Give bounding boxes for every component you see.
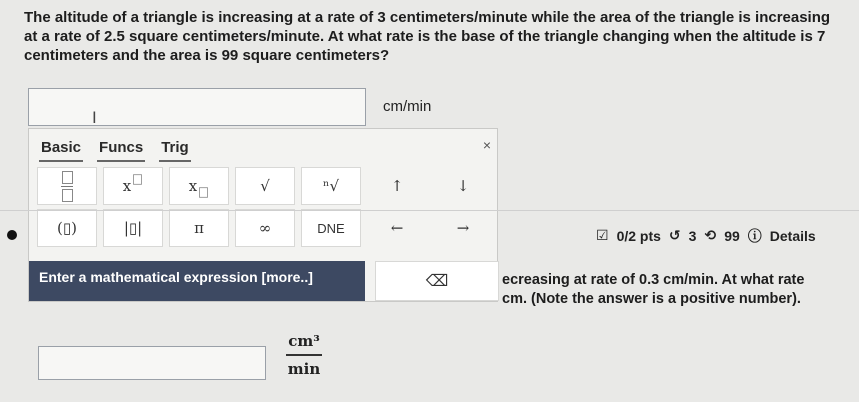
close-icon[interactable]: × <box>482 137 491 153</box>
power-key[interactable]: x <box>103 167 163 205</box>
checkbox-icon: ☑ <box>596 228 609 244</box>
points-text: 0/2 pts <box>616 228 661 244</box>
tab-basic[interactable]: Basic <box>39 137 83 162</box>
sqrt-key[interactable]: √ <box>235 167 295 205</box>
fraction-key[interactable] <box>37 167 97 205</box>
nth-root-key[interactable]: ⁿ√ <box>301 167 361 205</box>
unit-denominator: min <box>287 360 321 378</box>
dne-key[interactable]: DNE <box>301 209 361 247</box>
answer-unit: cm/min <box>383 98 432 115</box>
radio-indicator <box>7 230 17 240</box>
right-arrow-key[interactable]: → <box>456 219 470 237</box>
text-cursor-icon: I <box>92 108 97 127</box>
answer-input[interactable] <box>28 88 366 126</box>
second-question-text: ecreasing at rate of 0.3 cm/min. At what rate cm. (Note the answer is a positive number). <box>502 272 805 307</box>
infinity-key[interactable]: ∞ <box>235 209 295 247</box>
attempts-text: 3 <box>688 228 697 244</box>
up-arrow-key[interactable]: ↑ <box>390 177 404 195</box>
tries-text: 99 <box>724 228 740 244</box>
info-icon[interactable]: ⓘ <box>747 229 762 245</box>
palette-tabs <box>39 137 191 162</box>
parentheses-key[interactable]: (▯) <box>37 209 97 247</box>
tab-trig[interactable]: Trig <box>159 137 191 162</box>
pi-key[interactable]: π <box>169 209 229 247</box>
second-answer-unit <box>286 332 322 378</box>
status-bar <box>596 226 816 246</box>
refresh-icon: ⟲ <box>704 228 717 244</box>
expression-help-bar[interactable]: Enter a mathematical expression [more..] <box>29 261 365 301</box>
details-link[interactable]: Details <box>769 228 816 244</box>
absolute-value-key[interactable]: |▯| <box>103 209 163 247</box>
divider <box>0 210 859 211</box>
tab-funcs[interactable]: Funcs <box>97 137 145 162</box>
question-text: The altitude of a triangle is increasing at a rate of 3 centimeters/minute while the area of the triangle is increasing at a rate of 2.5 square centimeters/minute. At what rate is the base of the triangle changing when the altitude is 7 centimeters and the area is 99 square centimeters? <box>24 9 831 64</box>
second-answer-input[interactable] <box>38 346 266 380</box>
left-arrow-key[interactable]: ← <box>390 219 404 237</box>
unit-numerator: cm³ <box>288 332 320 350</box>
palette-keys <box>37 167 493 251</box>
subscript-key[interactable]: x <box>169 167 229 205</box>
retry-icon: ↺ <box>668 228 681 244</box>
backspace-key[interactable]: ⌫ <box>375 261 499 301</box>
down-arrow-key[interactable]: ↓ <box>456 177 470 195</box>
